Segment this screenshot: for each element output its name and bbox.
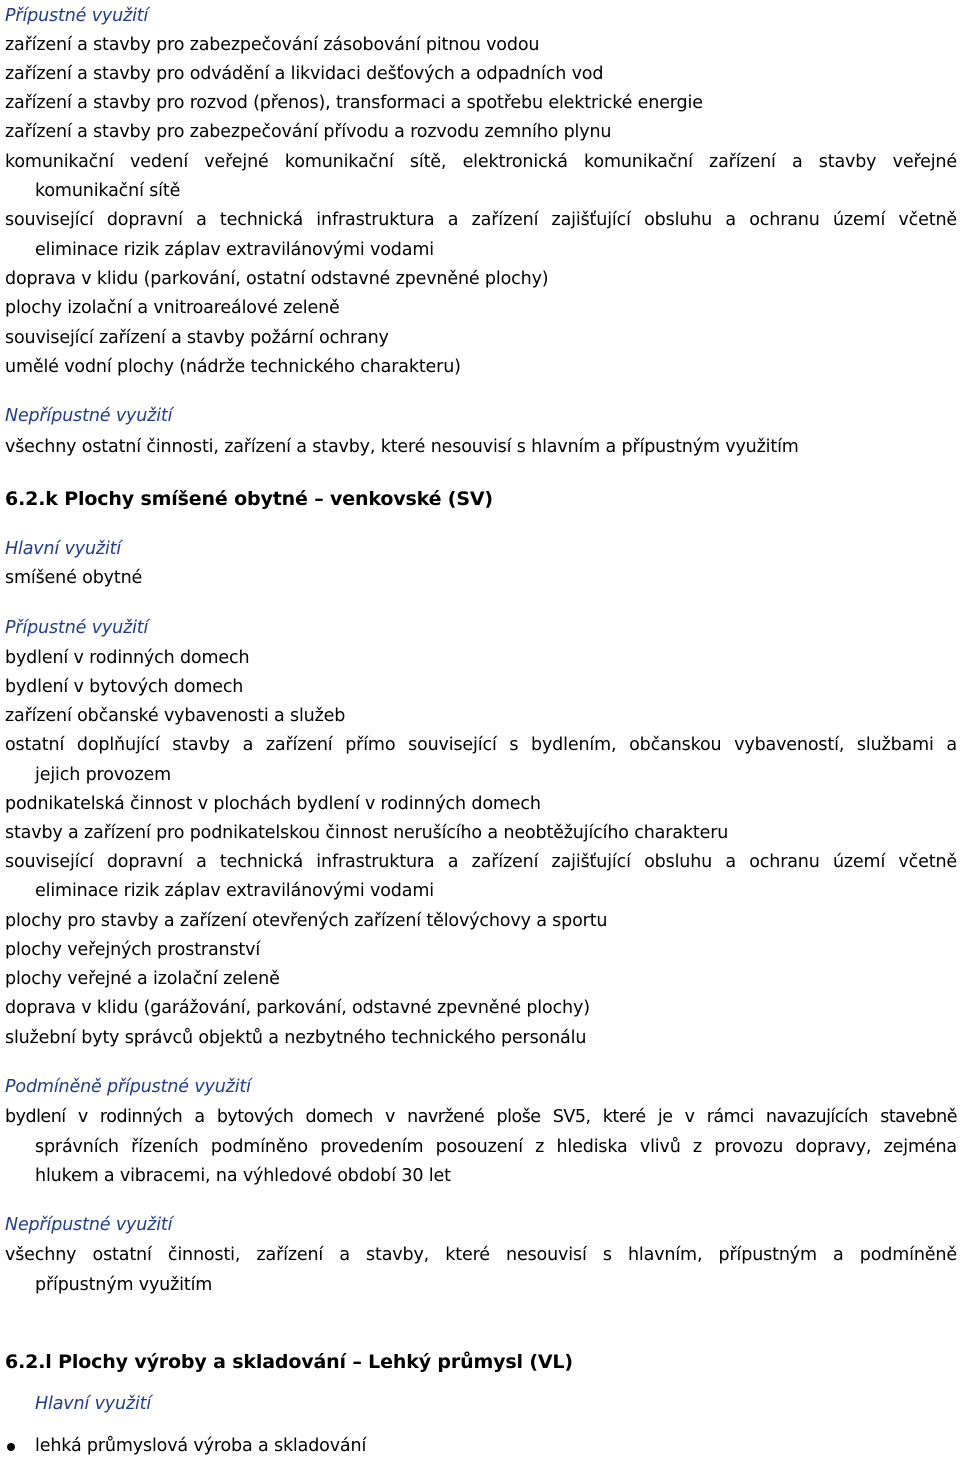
list-item: bydlení v rodinných a bytových domech v navržené ploše SV5, které je v rámci navazujících stavebně [5, 1107, 957, 1127]
category-forbidden: Nepřípustné využití [5, 406, 173, 426]
list-item: doprava v klidu (garážování, parkování, odstavné zpevněné plochy) [5, 998, 590, 1018]
list-item: zařízení a stavby pro rozvod (přenos), transformaci a spotřebu elektrické energie [5, 93, 703, 113]
list-item: zařízení a stavby pro zabezpečování zásobování pitnou vodou [5, 35, 540, 55]
list-item-continuation: komunikační sítě [35, 181, 181, 201]
list-item: ostatní doplňující stavby a zařízení přímo související s bydlením, občanskou vybaveností, službami a [5, 735, 957, 755]
bullet-icon [7, 1443, 15, 1451]
list-item: plochy pro stavby a zařízení otevřených zařízení tělovýchovy a sportu [5, 911, 608, 931]
category-conditional: Podmíněně přípustné využití [5, 1077, 251, 1097]
category-forbidden: Nepřípustné využití [5, 1215, 173, 1235]
list-item-continuation: eliminace rizik záplav extravilánovými vodami [35, 240, 434, 260]
list-item-continuation: jejich provozem [35, 765, 172, 785]
list-item-continuation: přípustným využitím [35, 1275, 213, 1295]
list-item: umělé vodní plochy (nádrže technického charakteru) [5, 357, 461, 377]
list-item: zařízení a stavby pro odvádění a likvidaci dešťových a odpadních vod [5, 64, 604, 84]
list-item: doprava v klidu (parkování, ostatní odstavné zpevněné plochy) [5, 269, 549, 289]
list-item: související dopravní a technická infrastruktura a zařízení zajišťující obsluhu a ochranu území včetně [5, 852, 957, 872]
list-item: smíšené obytné [5, 568, 143, 588]
category-allowed: Přípustné využití [5, 6, 149, 26]
list-item: podnikatelská činnost v plochách bydlení v rodinných domech [5, 794, 541, 814]
list-item: všechny ostatní činnosti, zařízení a stavby, které nesouvisí s hlavním a přípustným využitím [5, 437, 799, 457]
category-main: Hlavní využití [35, 1394, 152, 1414]
list-item: všechny ostatní činnosti, zařízení a stavby, které nesouvisí s hlavním, přípustným a podmíněně [5, 1245, 957, 1265]
category-allowed: Přípustné využití [5, 618, 149, 638]
section-heading: 6.2.l Plochy výroby a skladování – Lehký průmysl (VL) [5, 1351, 573, 1373]
list-item-continuation: eliminace rizik záplav extravilánovými vodami [35, 881, 434, 901]
list-item: související dopravní a technická infrastruktura a zařízení zajišťující obsluhu a ochranu území včetně [5, 210, 957, 230]
list-item: bydlení v rodinných domech [5, 648, 250, 668]
list-item: zařízení a stavby pro zabezpečování přívodu a rozvodu zemního plynu [5, 122, 612, 142]
list-item: lehká průmyslová výroba a skladování [35, 1436, 367, 1456]
list-item-continuation: správních řízeních podmíněno provedením posouzení z hlediska vlivů z provozu dopravy, zejména [35, 1137, 957, 1157]
category-main: Hlavní využití [5, 539, 122, 559]
list-item: zařízení občanské vybavenosti a služeb [5, 706, 346, 726]
section-heading: 6.2.k Plochy smíšené obytné – venkovské (SV) [5, 488, 493, 510]
list-item: bydlení v bytových domech [5, 677, 244, 697]
list-item: stavby a zařízení pro podnikatelskou činnost nerušícího a neobtěžujícího charakteru [5, 823, 729, 843]
list-item: související zařízení a stavby požární ochrany [5, 328, 389, 348]
list-item: plochy izolační a vnitroareálové zeleně [5, 298, 340, 318]
list-item: služební byty správců objektů a nezbytného technického personálu [5, 1028, 587, 1048]
list-item: plochy veřejné a izolační zeleně [5, 969, 280, 989]
list-item: komunikační vedení veřejné komunikační sítě, elektronická komunikační zařízení a stavby veřejné [5, 152, 957, 172]
list-item: plochy veřejných prostranství [5, 940, 261, 960]
list-item-continuation: hlukem a vibracemi, na výhledové období 30 let [35, 1166, 451, 1186]
